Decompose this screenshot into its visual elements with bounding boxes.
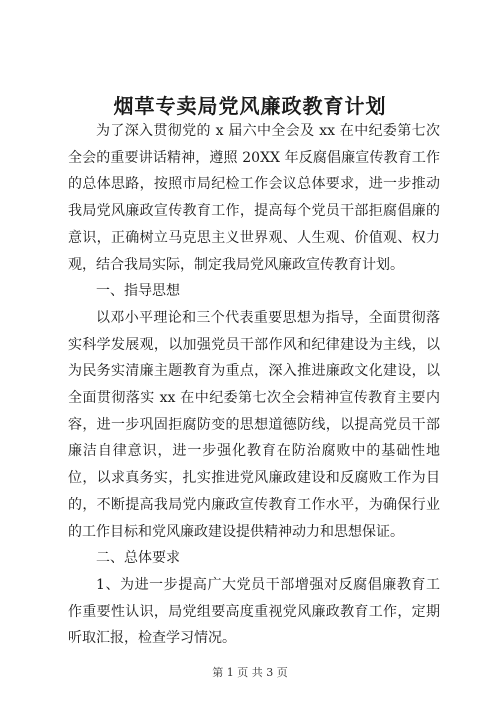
document-body <box>68 118 440 652</box>
requirement-item-1: 1、为进一步提高广大党员干部增强对反腐倡廉教育工作重要性认识，局党组要高度重视党风廉政教育工作，定期听取汇报，检查学习情况。 <box>68 576 440 647</box>
page-footer: 第 1 页 共 3 页 <box>212 666 288 679</box>
guiding-ideology-paragraph: 以邓小平理论和三个代表重要思想为指导，全面贯彻落实科学发展观，以加强党员干部作风和纪律建设为主线，以为民务实清廉主题教育为重点，深入推进廉政文化建设，以全面贯彻落实 xx 在中纪委第七次全会精神宣传教育主要内容，进一步巩固拒腐防变的思想道德防线，以提高党员干部廉洁自律意识，进一步强化教育在防治腐败中的基础性地位，以求真务实，扎实推进党风廉政建设和反腐败工作为目的，不断提高我局党内廉政宣传教育工作水平，为确保行业的工作目标和党风廉政建设提供精神动力和思想保证。 <box>68 309 440 540</box>
section-heading-overall-requirements: 二、总体要求 <box>96 550 180 567</box>
intro-paragraph: 为了深入贯彻党的 x 届六中全会及 xx 在中纪委第七次全会的重要讲话精神，遵照 20XX 年反腐倡廉宣传教育工作的总体思路，按照市局纪检工作会议总体要求，进一步推动我局党风廉政宣传教育工作，提高每个党员干部拒腐倡廉的意识，正确树立马克思主义世界观、人生观、价值观、权力观，结合我局实际，制定我局党风廉政宣传教育计划。 <box>68 123 440 273</box>
document-title: 烟草专卖局党风廉政教育计划 <box>113 94 387 118</box>
section-heading-guiding-ideology: 一、指导思想 <box>96 283 180 300</box>
